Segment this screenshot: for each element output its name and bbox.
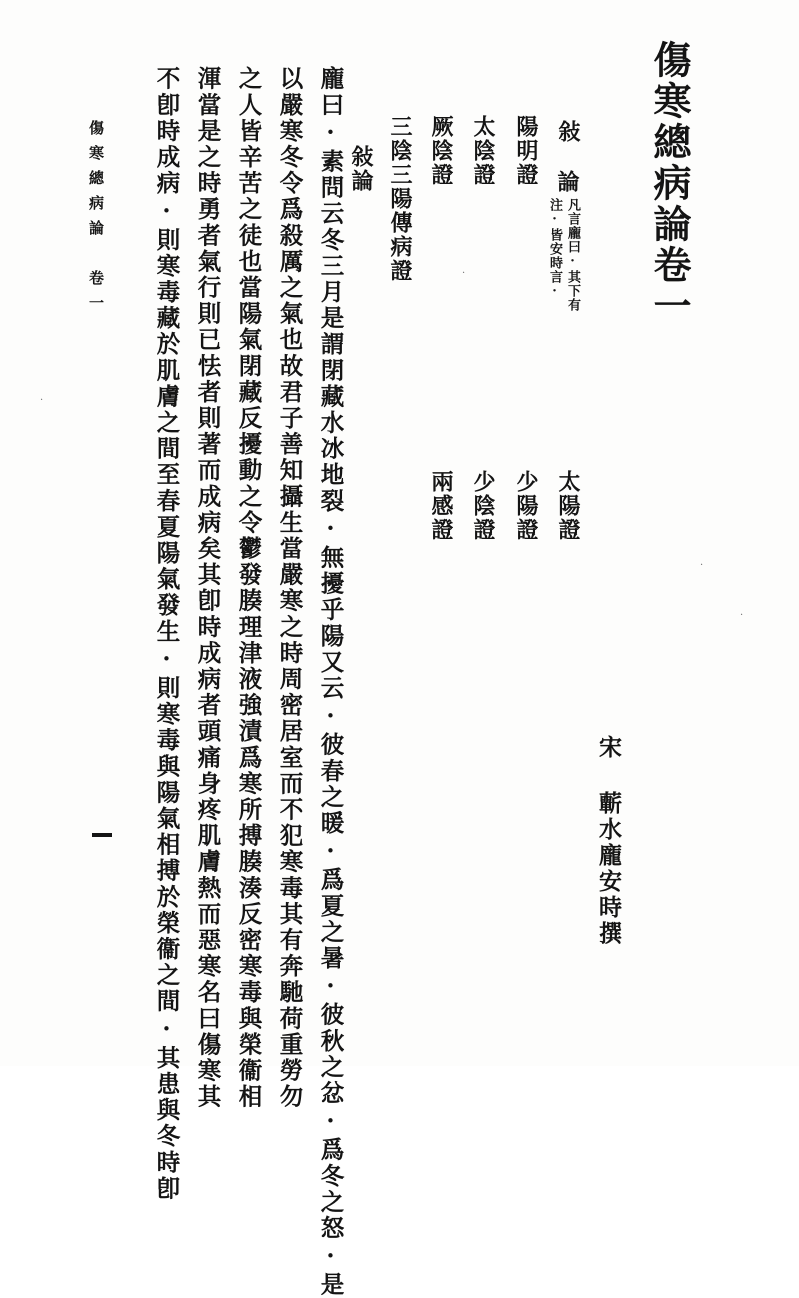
toc-entry-lun: 論	[554, 170, 580, 194]
body-column-4: 渾當是之時勇者氣行則已怯者則著而成病矣其卽時成病者頭痛身疼肌膚熱而惡寒名曰傷寒其	[193, 66, 222, 1110]
speck: ·	[700, 560, 704, 571]
body-column-5: 不卽時成病·則寒毒藏於肌膚之間至春夏陽氣發生·則寒毒與陽氣相搏於榮衞之間·其患與冬時卽	[152, 66, 181, 1202]
toc-entry-lianggan: 兩感證	[428, 470, 454, 542]
toc-entry-yangming: 陽明證	[513, 115, 539, 187]
body-column-1: 龐曰·素問云冬三月是謂閉藏水冰地裂·無擾乎陽又云·彼春之暖·爲夏之暑·彼秋之忿·爲冬之怒·是	[316, 66, 345, 1298]
author-line: 宋 蘄水龐安時撰	[595, 735, 622, 947]
speck: ·	[40, 395, 44, 406]
toc-note-line-2: 注·皆安時言·	[547, 198, 562, 300]
page-number	[88, 825, 102, 845]
toc-entry-jueyin: 厥陰證	[428, 115, 454, 187]
body-column-3: 之人皆辛苦之徒也當陽氣閉藏反擾動之令鬱發腠理津液強漬爲寒所搏腠湊反密寒毒與榮衞相	[234, 66, 263, 1110]
toc-entry-chuanbing: 三陰三陽傳病證	[387, 115, 413, 283]
section-heading: 敍論	[348, 145, 374, 193]
running-title: 傷寒總病論 卷一	[87, 120, 105, 320]
toc-entry-taiyin: 太陰證	[470, 115, 496, 187]
body-column-2: 以嚴寒冬令爲殺厲之氣也故君子善知攝生當嚴寒之時周密居室而不犯寒毒其有奔馳荷重勞勿	[275, 66, 304, 1110]
toc-entry-taiyang: 太陽證	[555, 470, 581, 542]
toc-entry-xu: 敍	[555, 120, 581, 144]
toc-entry-shaoyang: 少陽證	[513, 470, 539, 542]
toc-entry-shaoyin: 少陰證	[470, 470, 496, 542]
toc-note-line-1: 凡言龐曰·其下有	[565, 198, 580, 312]
volume-title: 傷寒總病論卷一	[647, 40, 692, 327]
speck: ·	[462, 268, 466, 279]
speck: ·	[740, 610, 744, 621]
